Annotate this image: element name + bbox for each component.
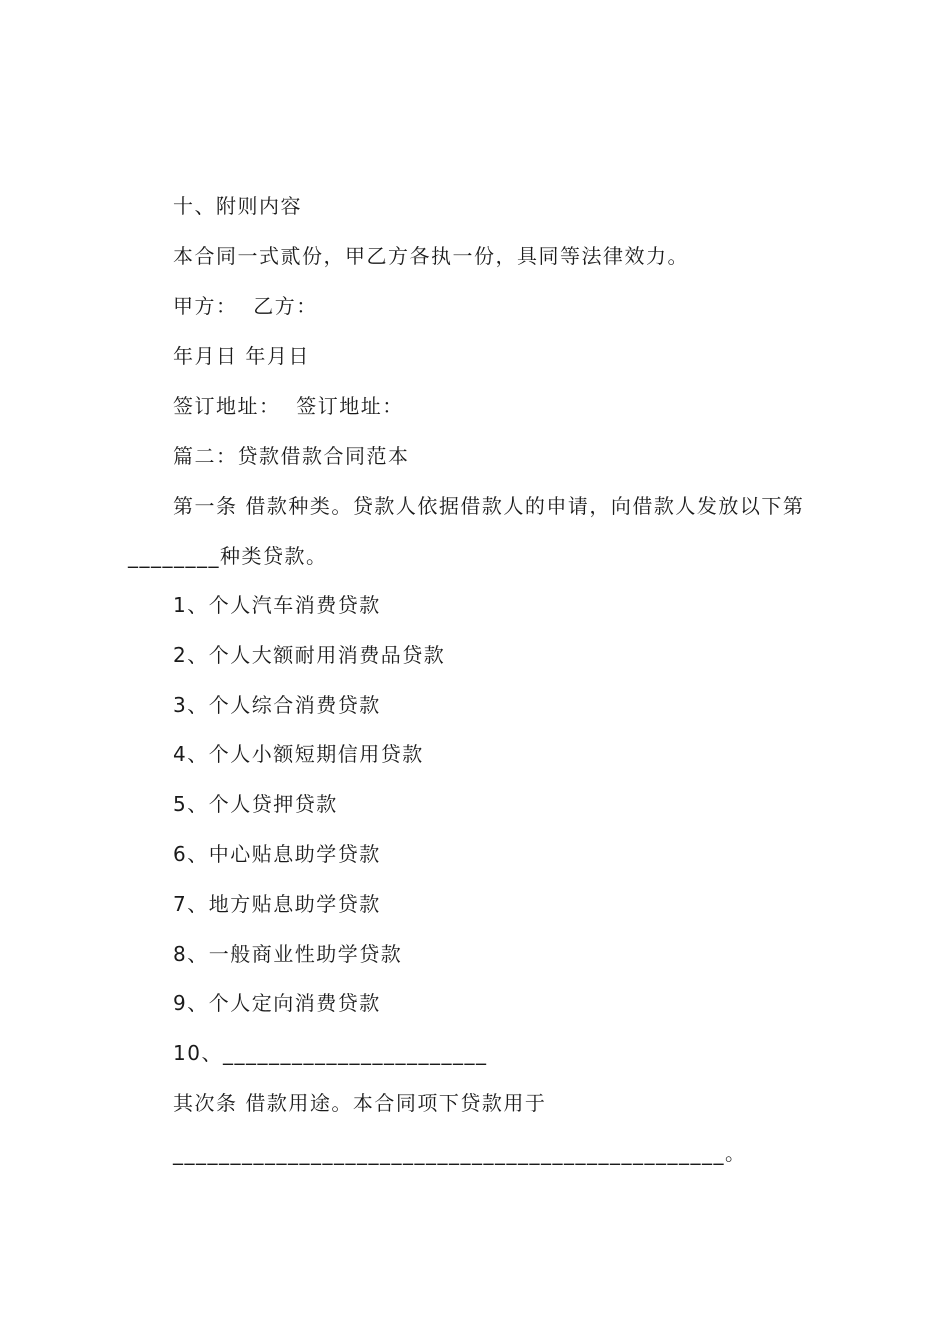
text-line: 5、个人贷押贷款: [173, 792, 338, 816]
text-line: 甲方： 乙方：: [173, 294, 318, 318]
list-item: [173, 741, 424, 767]
text-line: ________种类贷款。: [128, 544, 328, 568]
text-line: 2、个人大额耐用消费品贷款: [173, 643, 446, 667]
section-heading: [173, 193, 302, 219]
fill-in-blank-line: [173, 1140, 747, 1166]
list-item: [173, 692, 381, 718]
list-item: [173, 791, 338, 817]
article-paragraph: [173, 1090, 546, 1116]
text-line: 第一条 借款种类。贷款人依据借款人的申请，向借款人发放以下第: [173, 494, 805, 518]
text-line: 篇二：贷款借款合同范本: [173, 444, 410, 468]
list-item: [173, 642, 445, 668]
text-line: 其次条 借款用途。本合同项下贷款用于: [173, 1091, 547, 1115]
article-paragraph-continued: [128, 543, 328, 569]
text-line: 7、地方贴息助学贷款: [173, 892, 381, 916]
text-line: 9、个人定向消费贷款: [173, 991, 381, 1015]
text-line: 3、个人综合消费贷款: [173, 693, 381, 717]
date-line: [173, 343, 310, 369]
text-line: 本合同一式贰份，甲乙方各执一份，具同等法律效力。: [173, 244, 689, 268]
list-item: [173, 592, 381, 618]
list-item: [173, 990, 381, 1016]
list-item-blank: [173, 1040, 487, 1066]
text-line: 6、中心贴息助学贷款: [173, 842, 381, 866]
list-item: [173, 841, 381, 867]
text-line: 十、附则内容: [173, 194, 302, 218]
party-signature-line: [173, 293, 318, 319]
text-line: 10、_______________________: [173, 1041, 488, 1065]
list-item: [173, 941, 402, 967]
text-line: 8、一般商业性助学贷款: [173, 942, 403, 966]
text-line: 1、个人汽车消费贷款: [173, 593, 381, 617]
text-line: 4、个人小额短期信用贷款: [173, 742, 424, 766]
address-line: [173, 393, 404, 419]
text-line: 签订地址： 签订地址：: [173, 394, 404, 418]
text-line: ________________________________________________。: [173, 1141, 747, 1165]
article-paragraph: [173, 493, 804, 519]
paragraph: [173, 243, 689, 269]
list-item: [173, 891, 381, 917]
text-line: 年月日 年月日: [173, 344, 310, 368]
section-heading: [173, 443, 410, 469]
